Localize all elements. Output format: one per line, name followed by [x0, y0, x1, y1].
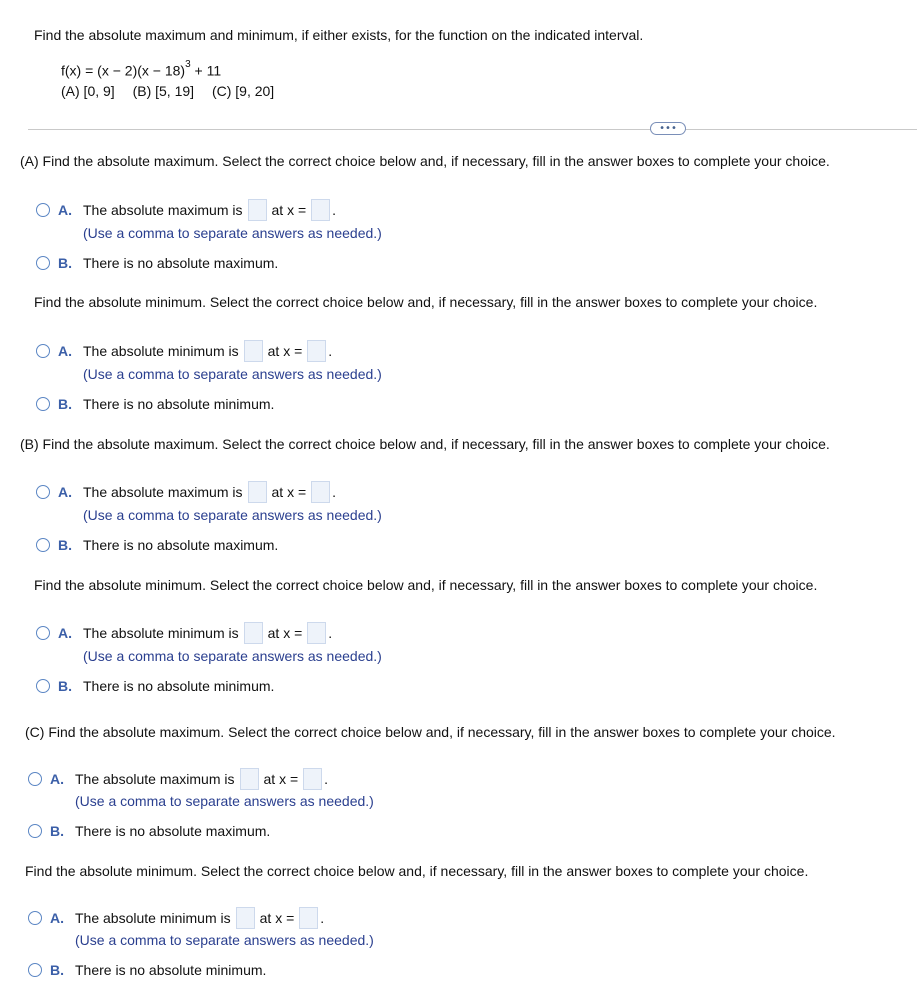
- option-text: The absolute maximum is: [75, 771, 235, 787]
- option-letter: B.: [50, 823, 64, 839]
- answer-input-value[interactable]: [248, 481, 267, 503]
- period-mark: .: [324, 771, 329, 787]
- answer-input-value[interactable]: [244, 340, 263, 362]
- option-letter: A.: [58, 343, 72, 359]
- part-b-min-option-b[interactable]: [36, 678, 274, 694]
- period-mark: .: [328, 625, 333, 641]
- answer-input-x[interactable]: [299, 907, 318, 929]
- radio-icon[interactable]: [36, 344, 50, 358]
- option-text: There is no absolute minimum.: [75, 962, 267, 978]
- part-c-min-option-b[interactable]: [28, 962, 266, 978]
- question-text: Find the absolute maximum and minimum, if either exists, for the function on the indicated interval.: [34, 27, 644, 43]
- option-text: There is no absolute minimum.: [83, 396, 275, 412]
- option-text: The absolute maximum is: [83, 202, 243, 218]
- option-letter: B.: [58, 537, 72, 553]
- section-divider: [28, 129, 917, 130]
- option-letter: B.: [58, 255, 72, 271]
- option-text: There is no absolute maximum.: [83, 255, 279, 271]
- interval-a: (A) [0, 9]: [61, 83, 115, 99]
- interval-list: [61, 83, 288, 99]
- radio-icon[interactable]: [36, 397, 50, 411]
- option-text: The absolute minimum is: [75, 910, 231, 926]
- radio-icon[interactable]: [36, 538, 50, 552]
- answer-input-x[interactable]: [303, 768, 322, 790]
- function-tail: + 11: [190, 62, 222, 79]
- option-text: There is no absolute maximum.: [75, 823, 271, 839]
- period-mark: .: [320, 910, 325, 926]
- part-a-min-prompt: Find the absolute minimum. Select the correct choice below and, if necessary, fill in the answer boxes to complete your choice.: [34, 294, 818, 310]
- radio-icon[interactable]: [28, 772, 42, 786]
- option-letter: B.: [58, 678, 72, 694]
- comma-note: (Use a comma to separate answers as needed.): [83, 366, 382, 382]
- part-b-max-option-a[interactable]: [36, 481, 336, 503]
- radio-icon[interactable]: [28, 824, 42, 838]
- radio-icon[interactable]: [36, 203, 50, 217]
- answer-input-x[interactable]: [307, 622, 326, 644]
- part-b-max-prompt: (B) Find the absolute maximum. Select the correct choice below and, if necessary, fill in the answer boxes to complete your choice.: [20, 436, 830, 452]
- option-letter: A.: [58, 625, 72, 641]
- part-a-max-option-b[interactable]: [36, 255, 278, 271]
- option-text: The absolute minimum is: [83, 343, 239, 359]
- option-letter: A.: [58, 202, 72, 218]
- part-b-min-prompt: Find the absolute minimum. Select the correct choice below and, if necessary, fill in the answer boxes to complete your choice.: [34, 577, 818, 593]
- option-text: The absolute maximum is: [83, 484, 243, 500]
- function-exponent: 3: [185, 59, 191, 70]
- part-a-max-prompt: (A) Find the absolute maximum. Select the correct choice below and, if necessary, fill in the answer boxes to complete your choice.: [20, 153, 830, 169]
- at-x-label: at x =: [271, 202, 307, 218]
- at-x-label: at x =: [259, 910, 295, 926]
- option-letter: A.: [58, 484, 72, 500]
- answer-input-x[interactable]: [307, 340, 326, 362]
- at-x-label: at x =: [267, 625, 303, 641]
- option-text: There is no absolute maximum.: [83, 537, 279, 553]
- function-main: f(x) = (x − 2)(x − 18): [61, 62, 186, 79]
- comma-note: (Use a comma to separate answers as needed.): [75, 793, 374, 809]
- option-letter: A.: [50, 771, 64, 787]
- radio-icon[interactable]: [28, 963, 42, 977]
- answer-input-x[interactable]: [311, 481, 330, 503]
- at-x-label: at x =: [271, 484, 307, 500]
- part-c-max-option-a[interactable]: [28, 768, 328, 790]
- part-b-max-option-b[interactable]: [36, 537, 278, 553]
- option-text: The absolute minimum is: [83, 625, 239, 641]
- option-letter: B.: [50, 962, 64, 978]
- radio-icon[interactable]: [36, 256, 50, 270]
- part-a-min-option-b[interactable]: [36, 396, 274, 412]
- radio-icon[interactable]: [36, 485, 50, 499]
- part-c-min-prompt: Find the absolute minimum. Select the correct choice below and, if necessary, fill in the answer boxes to complete your choice.: [25, 863, 809, 879]
- part-c-max-prompt: (C) Find the absolute maximum. Select the correct choice below and, if necessary, fill in the answer boxes to complete your choice.: [25, 724, 836, 740]
- option-letter: A.: [50, 910, 64, 926]
- period-mark: .: [332, 202, 337, 218]
- period-mark: .: [332, 484, 337, 500]
- interval-b: (B) [5, 19]: [132, 83, 195, 99]
- radio-icon[interactable]: [28, 911, 42, 925]
- at-x-label: at x =: [267, 343, 303, 359]
- option-letter: B.: [58, 396, 72, 412]
- comma-note: (Use a comma to separate answers as needed.): [83, 225, 382, 241]
- radio-icon[interactable]: [36, 626, 50, 640]
- option-text: There is no absolute minimum.: [83, 678, 275, 694]
- part-a-min-option-a[interactable]: [36, 340, 332, 362]
- comma-note: (Use a comma to separate answers as needed.): [83, 507, 382, 523]
- comma-note: (Use a comma to separate answers as needed.): [75, 932, 374, 948]
- comma-note: (Use a comma to separate answers as needed.): [83, 648, 382, 664]
- answer-input-value[interactable]: [236, 907, 255, 929]
- answer-input-value[interactable]: [248, 199, 267, 221]
- answer-input-x[interactable]: [311, 199, 330, 221]
- more-options-button[interactable]: •••: [650, 122, 686, 135]
- at-x-label: at x =: [263, 771, 299, 787]
- answer-input-value[interactable]: [240, 768, 259, 790]
- part-c-max-option-b[interactable]: [28, 823, 270, 839]
- radio-icon[interactable]: [36, 679, 50, 693]
- interval-c: (C) [9, 20]: [211, 83, 275, 99]
- function-expression: [61, 59, 222, 79]
- part-a-max-option-a[interactable]: [36, 199, 336, 221]
- answer-input-value[interactable]: [244, 622, 263, 644]
- part-b-min-option-a[interactable]: [36, 622, 332, 644]
- part-c-min-option-a[interactable]: [28, 907, 324, 929]
- period-mark: .: [328, 343, 333, 359]
